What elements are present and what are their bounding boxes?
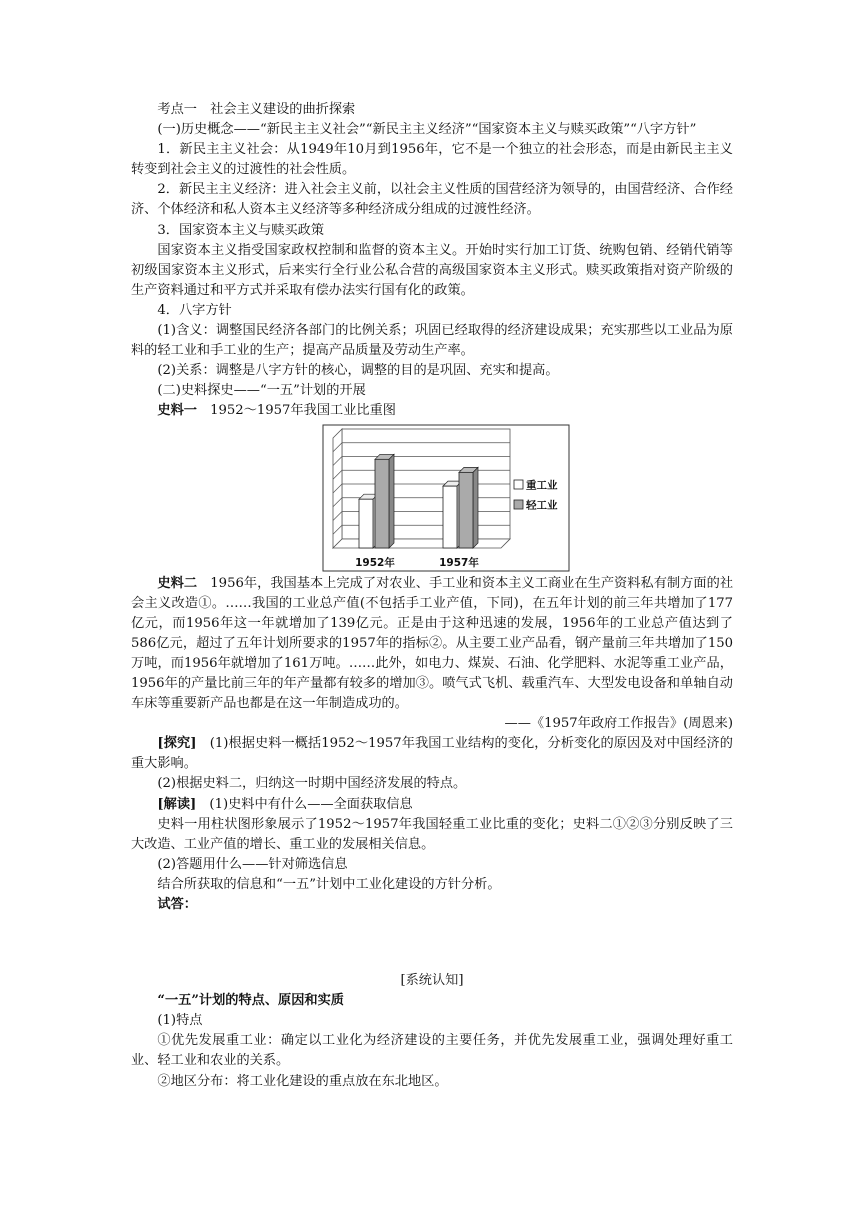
interpret-heading-2: (2)答题用什么——针对筛选信息 xyxy=(157,856,348,872)
interpret-paragraph-2: 结合所获取的信息和“一五”计划中工业化建设的方针分析。 xyxy=(157,876,501,892)
concepts-heading: (一)历史概念——“新民主主义社会”“新民主主义经济”“国家资本主义与赎买政策”“八字方针” xyxy=(157,122,697,138)
document-page xyxy=(131,100,733,1092)
system-paragraph-2: ②地区分布：将工业化建设的重点放在东北地区。 xyxy=(157,1073,448,1089)
concept-item-1: 1．新民主主义社会：从1949年10月到1956年，它不是一个独立的社会形态，而是由新民主主义转变到社会主义的过渡性的社会性质。 xyxy=(131,142,733,178)
source-2-label: 史料二 xyxy=(157,575,198,591)
source-2-citation: ——《1957年政府工作报告》(周恩来) xyxy=(504,716,733,732)
bar-1-1 xyxy=(459,472,473,548)
source-1-label: 史料一 xyxy=(157,403,197,419)
concept-item-4-relation: (2)关系：调整是八字方针的核心，调整的目的是巩固、充实和提高。 xyxy=(157,363,559,379)
bar-side xyxy=(473,467,478,548)
legend-label-1: 轻工业 xyxy=(526,499,558,511)
legend-label-0: 重工业 xyxy=(526,479,558,491)
industry-chart xyxy=(131,422,733,574)
explore-q1-text: (1)根据史料一概括1952～1957年我国工业结构的变化，分析变化的原因及对中国经济的重大影响。 xyxy=(131,736,733,772)
bar-1-0 xyxy=(443,486,457,548)
interpret-paragraph-1: 史料一用柱状图形象展示了1952～1957年我国轻重工业比重的变化；史料二①②③分别反映了三大改造、工业产值的增长、重工业的发展相关信息。 xyxy=(131,816,733,852)
source-2-text: 1956年，我国基本上完成了对农业、手工业和资本主义工商业在生产资料私有制方面的社会主义改造①。……我国的工业总产值(不包括手工业产值，下同)，在五年计划的前三年共增加了177亿元，而1956年这一年就增加了139亿元。正是由于这种迅速的发展，1956年的工业总产值达到了586亿元，超过了五年计划所要求的1957年的指标②。从主要工业产品看，钢产量前三年共增加了150万吨，而1956年就增加了161万吨。……此外，如电力、煤炭、石油、化学肥料、水泥等重工业产品，1956年的产量比前三年的年产量都有较多的增加③。喷气式飞机、载重汽车、大型发电设备和单轴自动车床等重要新产品也都是在这一年制造成功的。 xyxy=(131,575,734,712)
legend-swatch-0 xyxy=(514,480,523,489)
concept-item-3-body: 国家资本主义指受国家政权控制和监督的资本主义。开始时实行加工订货、统购包销、经销代销等初级国家资本主义形式，后来实行全行业公私合营的高级国家资本主义形式。赎买政策指对资产阶级的生产资料通过和平方式并采取有偿办法实行国有化的政策。 xyxy=(131,242,733,298)
explore-label: [探究] xyxy=(157,736,197,752)
system-subtitle: “一五”计划的特点、原因和实质 xyxy=(157,993,344,1009)
system-title: [系统认知] xyxy=(400,973,464,989)
bar-side xyxy=(389,454,394,548)
answer-label: 试答： xyxy=(157,897,197,912)
system-paragraph-1: ①优先发展重工业：确定以工业化为经济建设的主要任务，并优先发展重工业，强调处理好重工业、轻工业和农业的关系。 xyxy=(131,1033,733,1069)
source-1-heading xyxy=(131,401,733,421)
concept-item-4-meaning: (1)含义：调整国民经济各部门的比例关系；巩固已经取得的经济建设成果；充实那些以工业品为原料的轻工业和手工业的生产；提高产品质量及劳动生产率。 xyxy=(131,323,733,359)
concept-item-4-title: 4．八字方针 xyxy=(157,302,232,318)
history-heading: (二)史料探史——“一五”计划的开展 xyxy=(157,383,366,399)
explore-question-2: (2)根据史料二，归纳这一时期中国经济发展的特点。 xyxy=(157,776,467,792)
answer-space xyxy=(131,915,733,971)
interpret-label: [解读] xyxy=(157,796,197,812)
concept-item-2: 2．新民主主义经济：进入社会主义前，以社会主义性质的国营经济为领导的，由国营经济、合作经济、个体经济和私人资本主义经济等多种经济成分组成的过渡性经济。 xyxy=(131,182,733,218)
source-2-paragraph xyxy=(131,574,733,715)
source-1-title: 1952～1957年我国工业比重图 xyxy=(196,403,396,419)
x-tick-label: 1952年 xyxy=(355,556,395,569)
section-title: 考点一 社会主义建设的曲折探索 xyxy=(157,102,356,117)
bar-0-1 xyxy=(375,459,389,548)
system-heading-1: (1)特点 xyxy=(157,1013,203,1029)
interpret-heading-1 xyxy=(131,795,733,815)
interpret-h1-text: (1)史料中有什么——全面获取信息 xyxy=(196,796,413,812)
legend-swatch-1 xyxy=(514,500,523,509)
x-tick-label: 1957年 xyxy=(439,556,479,569)
explore-question-1 xyxy=(131,734,733,774)
industry-bar-chart xyxy=(321,424,571,572)
concept-item-3-title: 3．国家资本主义与赎买政策 xyxy=(157,222,325,238)
bar-0-0 xyxy=(359,499,373,548)
